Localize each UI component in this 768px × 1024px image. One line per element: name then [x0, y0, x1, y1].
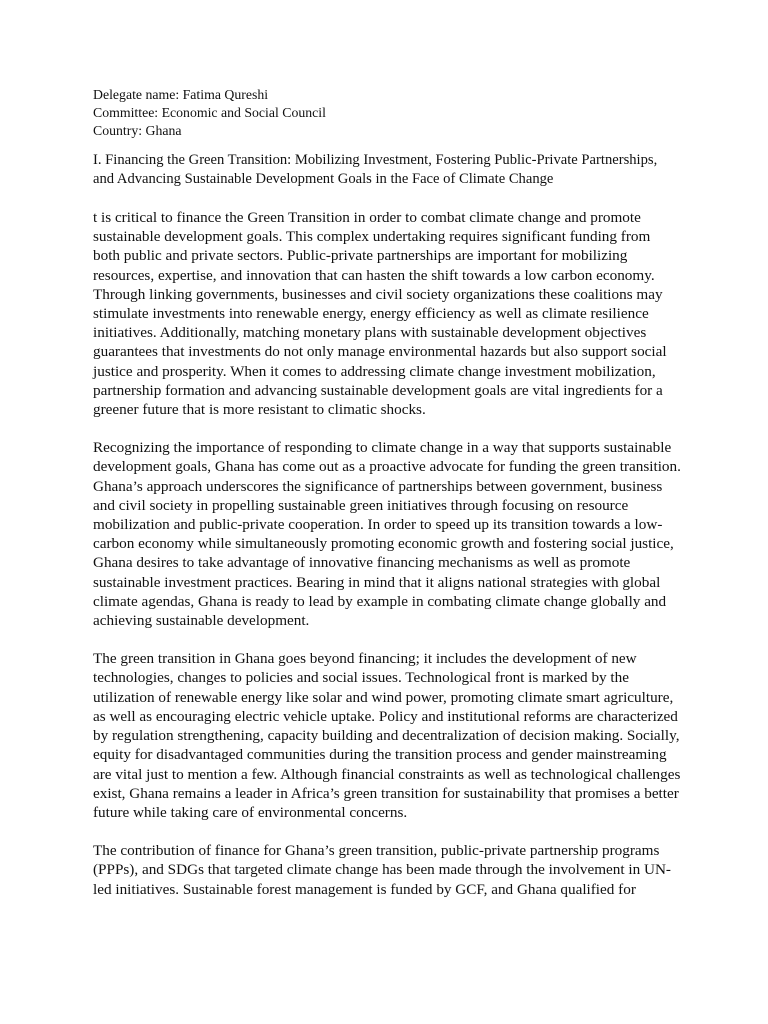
paragraph-4: The contribution of finance for Ghana’s green transition, public-private partnership programs (PPPs), and SDGs that targeted climate change has been made through the involvement in UN-led initiatives. Sustainable forest management is funded by GCF, and Ghana qualified for — [93, 842, 671, 898]
paragraph-3: The green transition in Ghana goes beyond financing; it includes the development of new technologies, changes to policies and social issues. Technological front is marked by the utilization of renewable energy like solar and wind power, promoting climate smart agriculture, as well as encouraging electric vehicle uptake. Policy and institutional reforms are characterized by regulation strengthening, capacity building and decentralization of decision making. Socially, equity for disadvantaged communities during the transition process and gender mainstreaming are vital just to mention a few. Although financial constraints as well as technological challenges exist, Ghana remains a leader in Africa’s green transition for sustainability that promises a better future while taking care of environmental concerns. — [93, 650, 681, 821]
document-body — [93, 86, 681, 899]
committee-name: Committee: Economic and Social Council — [93, 105, 326, 121]
paragraph-2: Recognizing the importance of responding to climate change in a way that supports sustainable development goals, Ghana has come out as a proactive advocate for funding the green transition. Ghana’s approach underscores the significance of partnerships between government, business and civil society in propelling sustainable green initiatives through focusing on resource mobilization and public-private cooperation. In order to speed up its transition towards a low-carbon economy while simultaneously promoting economic growth and fostering social justice, Ghana desires to take advantage of innovative financing mechanisms as well as promote sustainable investment practices. Bearing in mind that it aligns national strategies with global climate agendas, Ghana is ready to lead by example in combating climate change globally and achieving sustainable development. — [93, 439, 681, 630]
section-heading: I. Financing the Green Transition: Mobilizing Investment, Fostering Public-Private Partnerships, and Advancing Sustainable Development Goals in the Face of Climate Change — [93, 151, 658, 187]
delegate-header — [93, 86, 681, 141]
paragraph-1: t is critical to finance the Green Transition in order to combat climate change and promote sustainable development goals. This complex undertaking requires significant funding from both public and private sectors. Public-private partnerships are important for mobilizing resources, expertise, and innovation that can hasten the shift towards a low carbon economy. Through linking governments, businesses and civil society organizations these coalitions may stimulate investments into renewable energy, energy efficiency as well as climate resilience initiatives. Additionally, matching monetary plans with sustainable development objectives guarantees that investments do not only manage environmental hazards but also support social justice and prosperity. When it comes to addressing climate change investment mobilization, partnership formation and advancing sustainable development goals are vital ingredients for a greener future that is more resistant to climatic shocks. — [93, 209, 667, 419]
country-name: Country: Ghana — [93, 123, 182, 139]
delegate-name: Delegate name: Fatima Qureshi — [93, 87, 269, 102]
